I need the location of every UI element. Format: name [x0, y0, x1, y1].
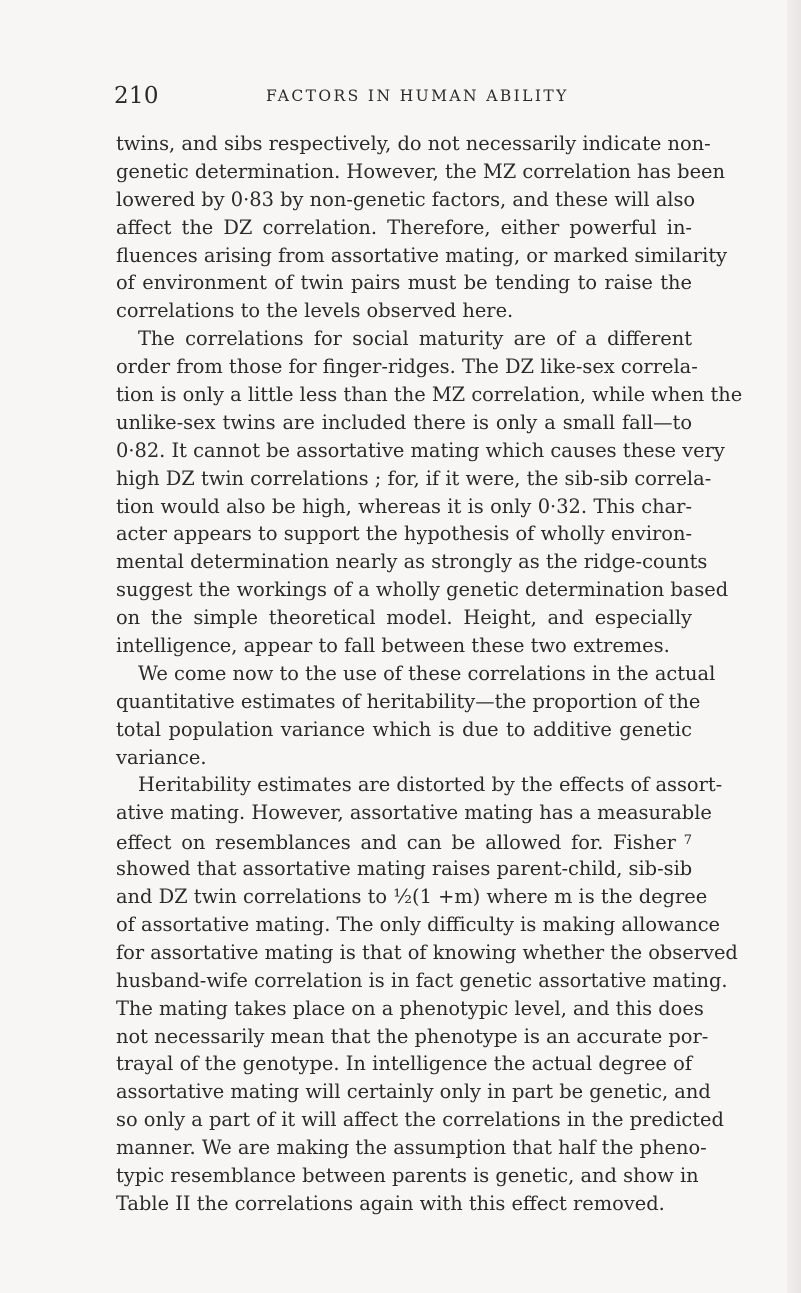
text-line: of environment of twin pairs must be tending to raise the [116, 271, 692, 295]
text-line: Table II the correlations again with this effect removed. [116, 1191, 665, 1215]
text-line: husband-wife correlation is in fact genetic assortative mating. [116, 968, 728, 992]
text-line: total population variance which is due to additive genetic [116, 717, 692, 741]
text-line: acter appears to support the hypothesis of wholly environ- [116, 522, 692, 546]
page-header [114, 83, 694, 115]
text-line: 0·82. It cannot be assortative mating which causes these very [116, 438, 725, 462]
text-line: effect on resemblances and can be allowed for. Fisher $^7$ [116, 831, 693, 855]
text-line: typic resemblance between parents is genetic, and show in [116, 1163, 699, 1187]
text-line: correlations to the levels observed here. [116, 299, 514, 323]
body-text [116, 130, 743, 1218]
text-line: The mating takes place on a phenotypic level, and this does [116, 996, 704, 1020]
text-line: showed that assortative mating raises parent-child, sib-sib [116, 857, 693, 881]
text-line: and DZ twin correlations to ½(1 +m) where m is the degree [116, 885, 708, 909]
text-line: order from those for finger-ridges. The DZ like-sex correla- [116, 355, 698, 379]
text-line: assortative mating will certainly only in part be genetic, and [116, 1080, 711, 1104]
text-line: variance. [116, 745, 207, 769]
text-line: quantitative estimates of heritability—the proportion of the [116, 689, 701, 713]
text-line: tion would also be high, whereas it is only 0·32. This char- [116, 494, 692, 518]
text-line: high DZ twin correlations ; for, if it were, the sib-sib correla- [116, 466, 712, 490]
text-line: trayal of the genotype. In intelligence the actual degree of [116, 1052, 692, 1076]
text-line: manner. We are making the assumption that half the pheno- [116, 1136, 707, 1160]
text-line: suggest the workings of a wholly genetic determination based [116, 578, 729, 602]
text-line: fluences arising from assortative mating, or marked similarity [116, 243, 728, 267]
page-edge-shadow [787, 0, 801, 1293]
text-line: ative mating. However, assortative mating has a measurable [116, 801, 712, 825]
text-line: affect the DZ correlation. Therefore, either powerful in- [116, 215, 692, 239]
text-line: for assortative mating is that of knowing whether the observed [116, 940, 738, 964]
text-line: tion is only a little less than the MZ correlation, while when the [116, 383, 743, 407]
text-line: The correlations for social maturity are of a different [138, 327, 692, 351]
text-line: mental determination nearly as strongly as the ridge-counts [116, 550, 708, 574]
text-line: genetic determination. However, the MZ correlation has been [116, 159, 726, 183]
text-line: Heritability estimates are distorted by the effects of assort- [138, 773, 723, 797]
text-line: so only a part of it will affect the correlations in the predicted [116, 1108, 724, 1132]
text-line: We come now to the use of these correlations in the actual [138, 661, 716, 685]
text-line: twins, and sibs respectively, do not necessarily indicate non- [116, 132, 711, 155]
running-head: FACTORS IN HUMAN ABILITY [266, 87, 569, 105]
page-number: 210 [114, 83, 159, 109]
text-line: unlike-sex twins are included there is only a small fall—to [116, 410, 692, 434]
text-line: intelligence, appear to fall between these two extremes. [116, 634, 670, 658]
footnote-ref: 7 [675, 833, 693, 849]
text-line: of assortative mating. The only difficulty is making allowance [116, 912, 721, 936]
text-line: not necessarily mean that the phenotype is an accurate por- [116, 1024, 709, 1048]
text-line: on the simple theoretical model. Height, and especially [116, 606, 692, 630]
text-line: lowered by 0·83 by non-genetic factors, and these will also [116, 187, 696, 211]
